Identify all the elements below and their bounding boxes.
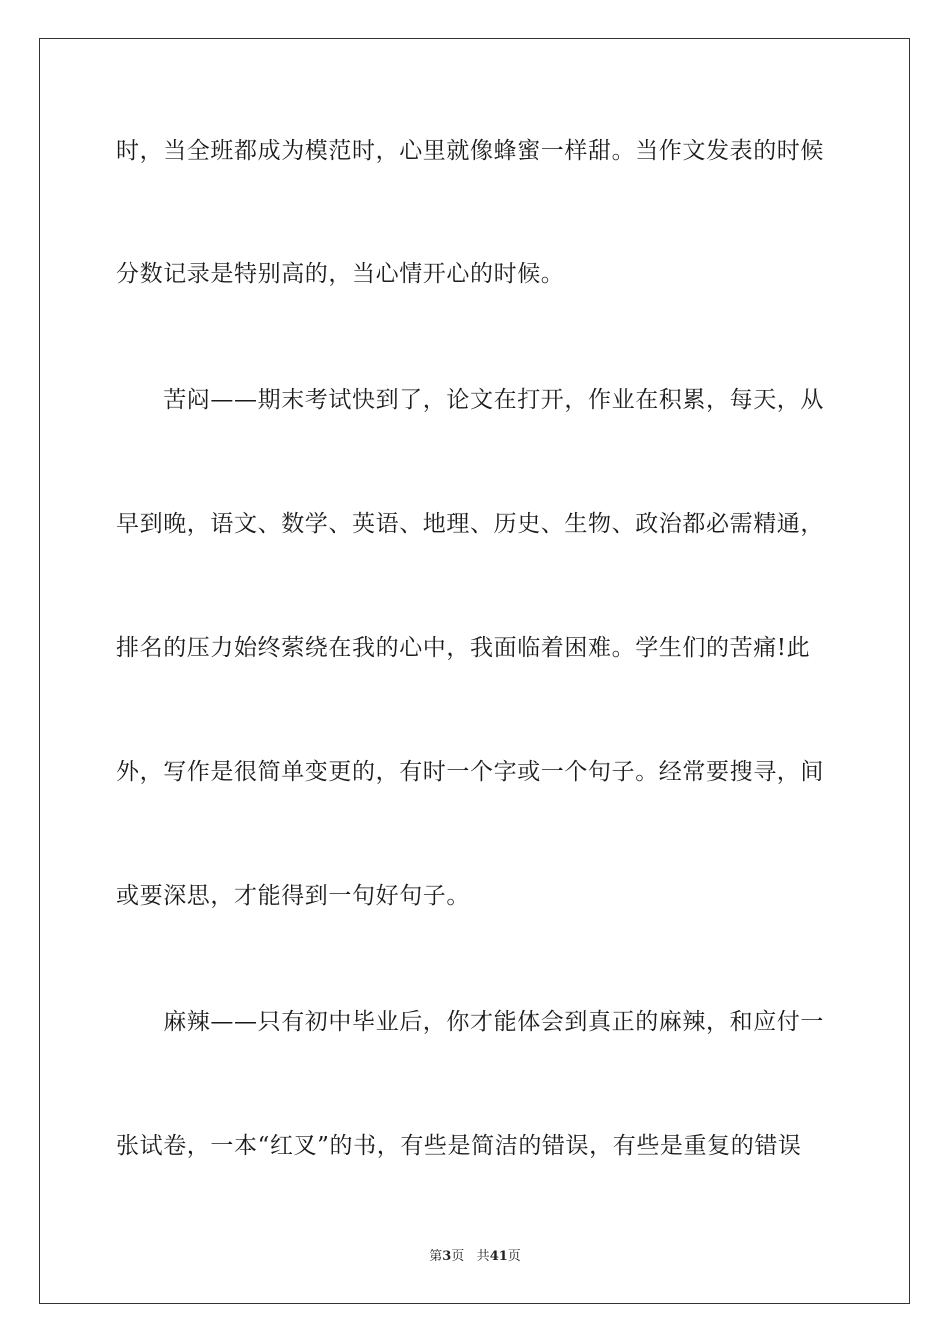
total-suffix: 页 bbox=[507, 1249, 521, 1264]
page-border bbox=[39, 38, 910, 1304]
text-line-3: 苦闷——期末考试快到了，论文在打开，作业在积累，每天，从 bbox=[116, 387, 824, 413]
text-line-6: 外，写作是很简单变更的，有时一个字或一个句子。经常要搜寻，间 bbox=[116, 759, 824, 785]
text-line-9: 张试卷，一本“红叉”的书，有些是简洁的错误，有些是重复的错误 bbox=[116, 1133, 802, 1159]
text-line-1: 时，当全班都成为模范时，心里就像蜂蜜一样甜。当作文发表的时候 bbox=[116, 138, 824, 164]
text-line-4: 早到晚，语文、数学、英语、地理、历史、生物、政治都必需精通， bbox=[116, 511, 824, 537]
total-pages: 41 bbox=[489, 1249, 508, 1264]
page-suffix: 页 bbox=[451, 1249, 465, 1264]
total-prefix: 共 bbox=[476, 1249, 490, 1264]
page-footer bbox=[0, 1249, 950, 1265]
text-line-8: 麻辣——只有初中毕业后，你才能体会到真正的麻辣，和应付一 bbox=[116, 1009, 824, 1035]
text-line-7: 或要深思，才能得到一句好句子。 bbox=[116, 883, 470, 909]
text-line-5: 排名的压力始终萦绕在我的心中，我面临着困难。学生们的苦痛!此 bbox=[116, 635, 811, 661]
page-prefix: 第 bbox=[429, 1249, 443, 1264]
text-line-2: 分数记录是特别高的，当心情开心的时候。 bbox=[116, 261, 565, 287]
page-number: 3 bbox=[442, 1249, 452, 1264]
